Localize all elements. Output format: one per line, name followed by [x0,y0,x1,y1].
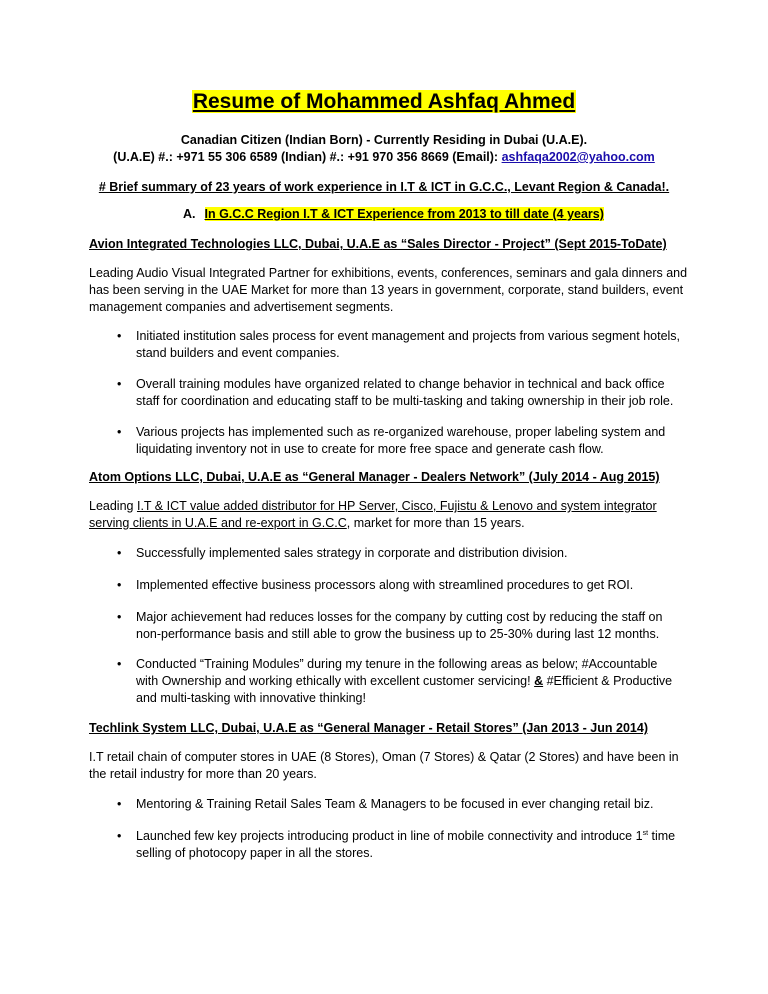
bullet-atom-1: Successfully implemented sales strategy in corporate and distribution division. [136,546,568,560]
citizenship-line: Canadian Citizen (Indian Born) - Currently Residing in Dubai (U.A.E). [180,133,588,147]
bullet-techlink-1: Mentoring & Training Retail Sales Team & Managers to be focused in ever changing retail biz. [136,797,654,811]
bullet-avion-3: Various projects has implemented such as re-organized warehouse, proper labeling system and liquidating inventory not in use to create for more free space and generate cash flow. [136,425,666,456]
section-marker: A. [183,207,196,221]
contact-line [0,150,768,164]
bullet-symbol: • [117,425,122,439]
job-heading-avion: Avion Integrated Technologies LLC, Dubai, U.A.E as “Sales Director - Project” (Sept 2015-ToDate) [89,237,667,251]
bullet-techlink-2: Launched few key projects introducing product in line of mobile connectivity and introduce 1st time selling of photocopy paper in all the stores. [136,829,676,860]
job-description-atom: Leading I.T & ICT value added distributor for HP Server, Cisco, Fujistu & Lenovo and system integrator serving clients in U.A.E and re-export in G.C.C, market for more than 15 years. [89,499,657,530]
bullet-symbol: • [117,610,122,624]
job-description-avion: Leading Audio Visual Integrated Partner for exhibitions, events, conferences, seminars and gala dinners and has been serving in the UAE Market for more than 13 years in government, corporate, stand builders, event management companies and advertisement segments. [89,266,688,314]
bullet-symbol: • [117,829,122,843]
bullet-atom-4: Conducted “Training Modules” during my tenure in the following areas as below; #Accountable with Ownership and working ethically with excellent customer servicing! & #Efficient & Productive and multi-tasking with innovative thinking! [136,657,673,705]
bullet-atom-2: Implemented effective business processors along with streamlined procedures to get ROI. [136,578,634,592]
email-link[interactable]: ashfaqa2002@yahoo.com [501,150,655,164]
bullet-atom-3: Major achievement had reduces losses for the company by cutting cost by reducing the staff on non-performance basis and still able to grow the business up to 25-30% during last 12 months. [136,610,663,641]
section-a-heading [183,207,604,221]
bullet-avion-2: Overall training modules have organized related to change behavior in technical and back office staff for coordination and educating staff to be multi-tasking and taking ownership in their job role. [136,377,674,408]
bullet-symbol: • [117,329,122,343]
bullet-symbol: • [117,797,122,811]
bullet-symbol: • [117,377,122,391]
job-description-techlink: I.T retail chain of computer stores in UAE (8 Stores), Oman (7 Stores) & Qatar (2 Stores) and have been in the retail industry for more than 20 years. [89,750,679,781]
resume-title: Resume of Mohammed Ashfaq Ahmed [192,90,576,113]
section-title: In G.C.C Region I.T & ICT Experience from 2013 to till date (4 years) [204,207,604,221]
bullet-symbol: • [117,578,122,592]
bullet-avion-1: Initiated institution sales process for event management and projects from various segment hotels, stand builders and event companies. [136,329,681,360]
bullet-symbol: • [117,546,122,560]
job-heading-techlink: Techlink System LLC, Dubai, U.A.E as “General Manager - Retail Stores” (Jan 2013 - Jun 2014) [89,721,648,735]
job-heading-atom: Atom Options LLC, Dubai, U.A.E as “General Manager - Dealers Network” (July 2014 - Aug 2015) [89,470,660,484]
experience-summary: # Brief summary of 23 years of work experience in I.T & ICT in G.C.C., Levant Region & Canada!. [98,180,670,194]
bullet-symbol: • [117,657,122,671]
phone-numbers: (U.A.E) #.: +971 55 306 6589 (Indian) #.: +91 970 356 8669 (Email): [113,150,502,164]
